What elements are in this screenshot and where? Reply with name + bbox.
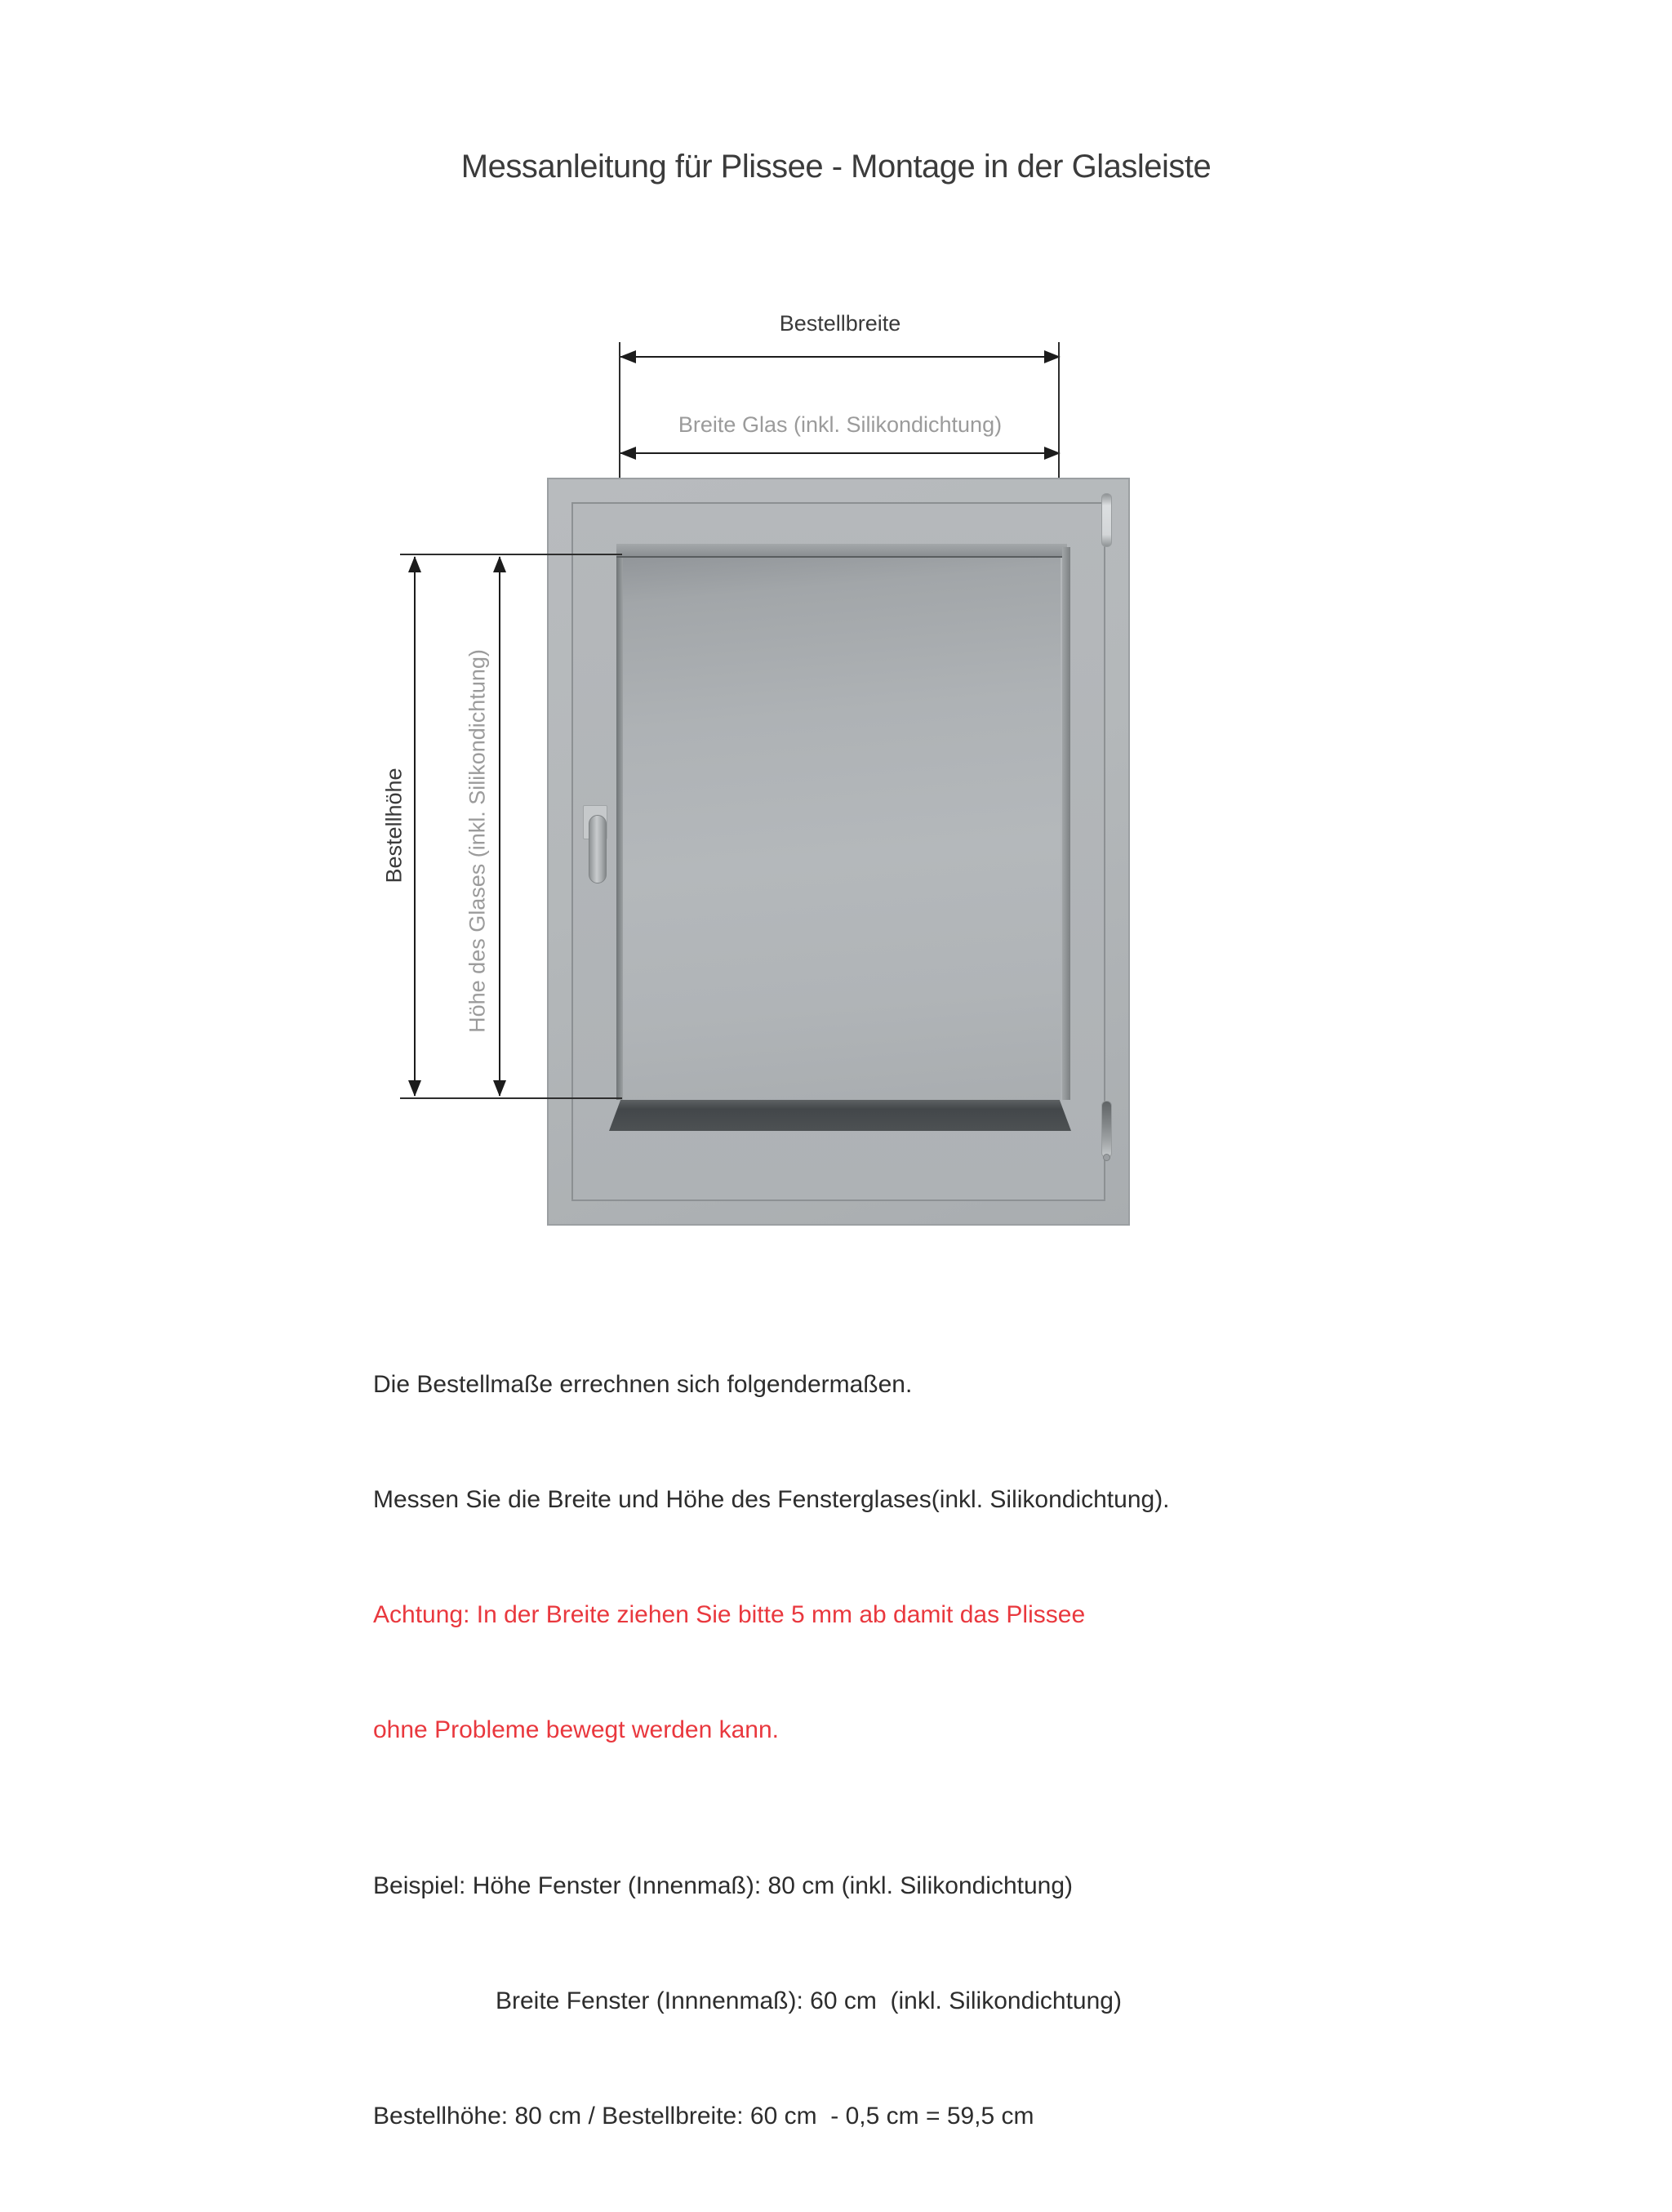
extension-line-height-bottom [400,1097,622,1099]
extension-line-height-top [400,554,622,555]
order-width-arrow [620,356,1060,358]
instruction-line-2: Messen Sie die Breite und Höhe des Fensterglases(inkl. Silikondichtung). [373,1486,1170,1513]
order-width-label: Bestellbreite [779,311,901,336]
hinge-top [1101,493,1112,547]
glass-width-arrow [620,452,1060,454]
warning-line-2: ohne Probleme bewegt werden kann. [373,1716,779,1743]
example-line-2: Breite Fenster (Innnenmaß): 60 cm (inkl. Silikondichtung) [496,1987,1122,2014]
order-height-label: Bestellhöhe [381,768,407,883]
window-glass [623,558,1061,1100]
hinge-bottom-knob [1103,1154,1110,1161]
window-frame [547,478,1130,1226]
example-line-3: Bestellhöhe: 80 cm / Bestellbreite: 60 cm - 0,5 cm = 59,5 cm [373,2103,1034,2130]
glazing-bead-right [1062,547,1070,1100]
example-line-1: Beispiel: Höhe Fenster (Innenmaß): 80 cm (inkl. Silikondichtung) [373,1872,1074,1899]
glass-height-label: Höhe des Glases (inkl. Silikondichtung) [465,649,490,1033]
hinge-bottom [1101,1101,1112,1158]
glazing-bead-left [616,558,623,1100]
page-title: Messanleitung für Plissee - Montage in der Glasleiste [460,149,1212,185]
order-height-arrow [414,557,416,1096]
glazing-bead-bottom [609,1100,1071,1131]
instruction-line-1: Die Bestellmaße errechnen sich folgendermaßen. [373,1371,913,1398]
glass-height-arrow [499,557,500,1096]
window-handle [589,815,607,883]
glazing-bead-top [616,544,1067,558]
glass-width-label: Breite Glas (inkl. Silikondichtung) [678,412,1003,437]
instructions-block [373,1288,1170,2212]
warning-line-1: Achtung: In der Breite ziehen Sie bitte 5 mm ab damit das Plissee [373,1601,1086,1628]
